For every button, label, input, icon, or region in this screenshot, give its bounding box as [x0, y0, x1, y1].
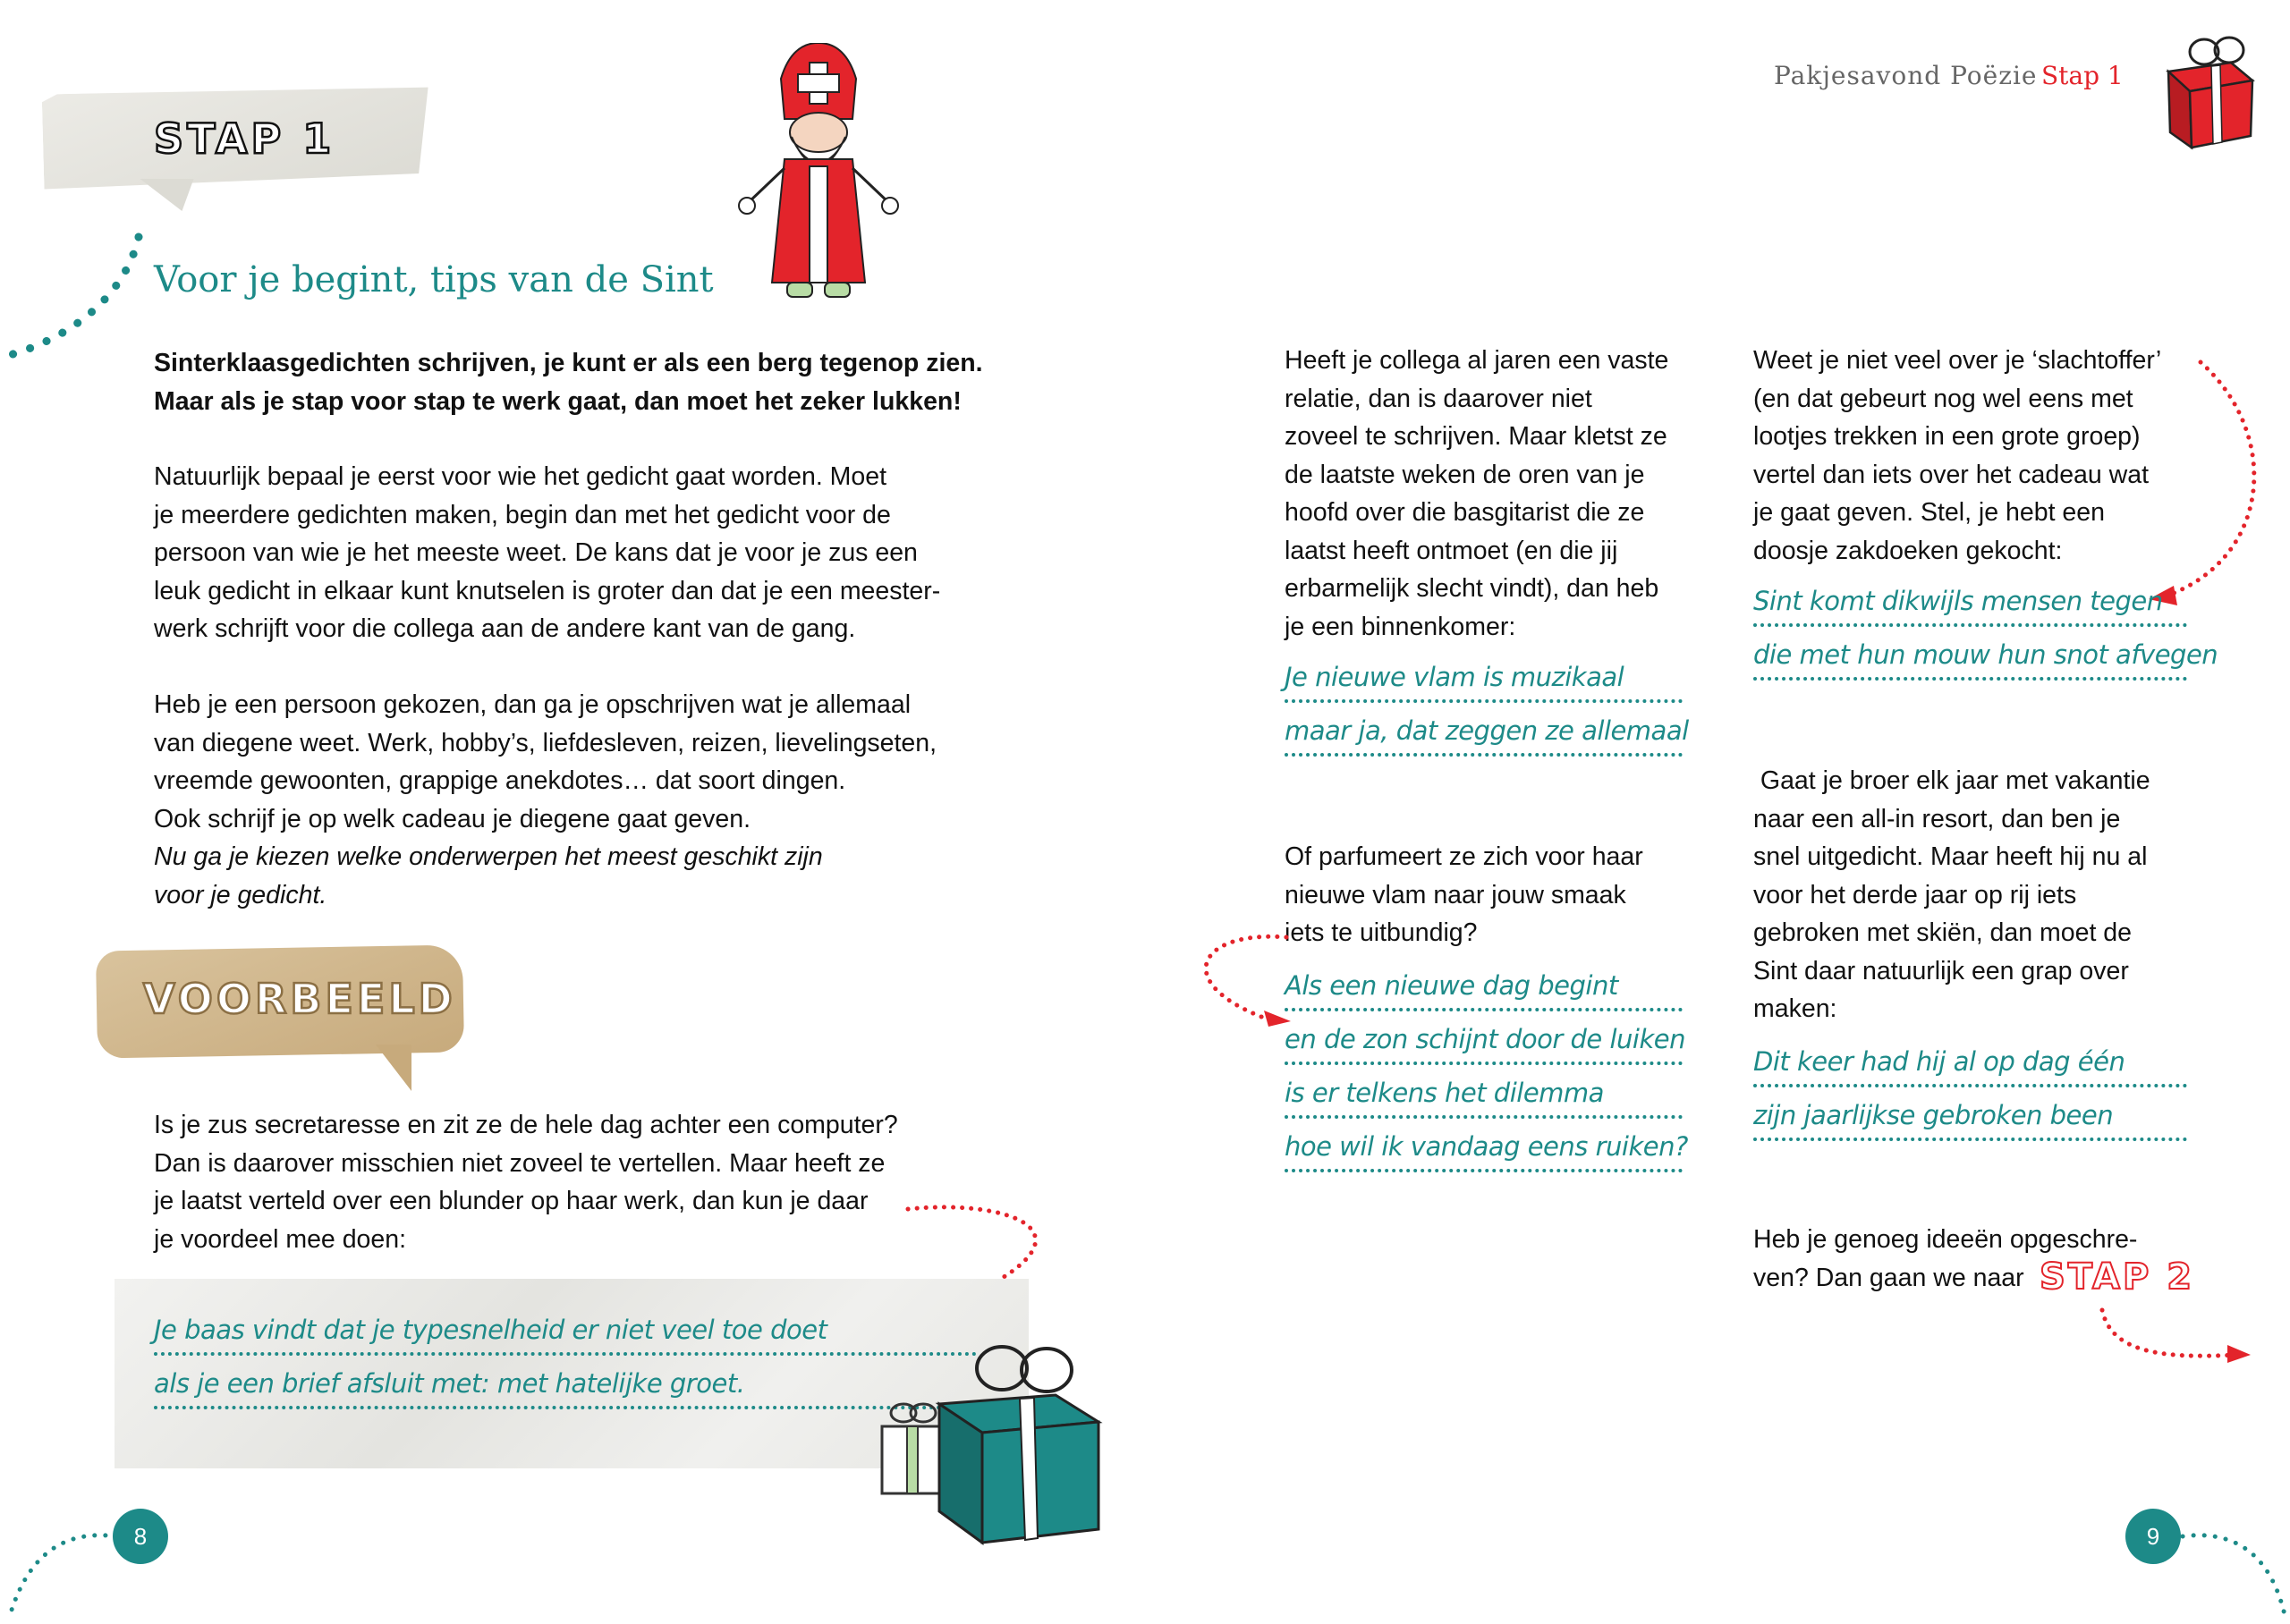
text-line: Of parfumeert ze zich voor haar [1285, 842, 1643, 871]
text-line: je laatst verteld over een blunder op haar werk, dan kun je daar [154, 1187, 869, 1215]
sinterklaas-illustration [738, 43, 899, 302]
text-line: Sint daar natuurlijk een grap over [1753, 956, 2129, 985]
step-tag-tail [128, 179, 193, 211]
text-line: je meerdere gedichten maken, begin dan met het gedicht voor de [154, 500, 891, 529]
text-line: je een binnenkomer: [1285, 612, 1516, 641]
verse-line: Je baas vindt dat je typesnelheid er niet veel toe doet [154, 1315, 977, 1356]
dotted-arc-decoration [0, 1520, 125, 1624]
text-line: Heb je een persoon gekozen, dan ga je opschrijven wat je allemaal [154, 690, 912, 719]
text-line: Heb je genoeg ideeën opgeschre- [1753, 1225, 2138, 1254]
text-line-italic: voor je gedicht. [154, 880, 327, 909]
red-gift-icon [2161, 27, 2260, 152]
text-line: lootjes trekken in een grote groep) [1753, 422, 2141, 451]
column-2-paragraph-2 [1753, 762, 2201, 1028]
text-line: Gaat je broer elk jaar met vakantie [1753, 766, 2150, 795]
verse-line: Dit keer had hij al op dag één [1753, 1046, 2187, 1087]
text-line: iets te uitbundig? [1285, 918, 1478, 947]
text-line: doosje zakdoeken gekocht: [1753, 536, 2063, 565]
text-line: vertel dan iets over het cadeau wat [1753, 460, 2150, 489]
verse-line: Sint komt dikwijls mensen tegen [1753, 586, 2187, 627]
page-number: 9 [2125, 1509, 2181, 1564]
verse-block-col1-2 [1285, 970, 1688, 1172]
text-line: gebroken met skiën, dan moet de [1753, 918, 2133, 947]
verse-block-left [154, 1315, 977, 1409]
text-line: (en dat gebeurt nog wel eens met [1753, 384, 2133, 413]
red-dotted-arrow [2093, 1306, 2254, 1377]
text-line-italic: Nu ga je kiezen welke onderwerpen het meest geschikt zijn [154, 842, 823, 871]
text-line: erbarmelijk slecht vindt), dan heb [1285, 574, 1659, 603]
text-line: Heeft je collega al jaren een vaste [1285, 346, 1669, 375]
header-title: Pakjesavond Poëzie [1774, 61, 2038, 90]
text-line: Natuurlijk bepaal je eerst voor wie het gedicht gaat worden. Moet [154, 462, 887, 491]
verse-line: hoe wil ik vandaag eens ruiken? [1285, 1131, 1683, 1172]
text-line: je voordeel mee doen: [154, 1224, 407, 1254]
verse-line: zijn jaarlijkse gebroken been [1753, 1100, 2187, 1141]
verse-line: Je nieuwe vlam is muzikaal [1285, 662, 1683, 703]
red-dotted-arrow [1179, 921, 1295, 1028]
verse-block-col1-1 [1285, 662, 1689, 757]
column-1-paragraph-2 [1285, 838, 1714, 952]
verse-block-col2-1 [1753, 586, 2218, 681]
example-tag-label: VOORBEELD [143, 975, 456, 1023]
intro-line: Maar als je stap voor stap te werk gaat, dan moet het zeker lukken! [154, 386, 962, 416]
verse-line: die met hun mouw hun snot afvegen [1753, 639, 2187, 681]
text-line: snel uitgedicht. Maar heeft hij nu al [1753, 842, 2148, 871]
dotted-arc-decoration [0, 224, 152, 367]
text-line: de laatste weken de oren van je [1285, 460, 1645, 489]
intro-line: Sinterklaasgedichten schrijven, je kunt er als een berg tegenop zien. [154, 349, 983, 377]
verse-line: Als een nieuwe dag begint [1285, 970, 1683, 1011]
text-line: voor het derde jaar op rij iets [1753, 880, 2077, 909]
running-header [1774, 61, 2124, 90]
example-tag-tail [376, 1045, 411, 1091]
text-line: persoon van wie je het meeste weet. De kans dat je voor je zus een [154, 538, 918, 567]
example-paragraph [154, 1106, 1004, 1258]
verse-line: en de zon schijnt door de luiken [1285, 1024, 1683, 1065]
text-line: Ook schrijf je op welk cadeau je diegene gaat geven. [154, 804, 751, 833]
text-line: hoofd over die basgitarist die ze [1285, 498, 1645, 527]
text-line: Is je zus secretaresse en zit ze de hele dag achter een computer? [154, 1111, 898, 1139]
text-line: vreemde gewoonten, grappige anekdotes… dat soort dingen. [154, 766, 846, 795]
verse-line: maar ja, dat zeggen ze allemaal [1285, 715, 1683, 757]
verse-block-col2-2 [1753, 1046, 2187, 1141]
text-line: nieuwe vlam naar jouw smaak [1285, 880, 1626, 909]
page-number: 8 [113, 1509, 168, 1564]
header-step: Stap 1 [2040, 61, 2124, 90]
text-line: maken: [1753, 994, 1837, 1023]
section-title: Voor je begint, tips van de Sint [154, 259, 714, 300]
text-line: relatie, dan is daarover niet [1285, 384, 1592, 413]
red-dotted-arrow [2147, 353, 2263, 613]
next-step-link[interactable]: STAP 2 [2040, 1256, 2195, 1298]
gift-boxes-illustration [877, 1324, 1109, 1547]
column-2-paragraph-1 [1753, 342, 2201, 570]
text-line: van diegene weet. Werk, hobby’s, liefdesleven, reizen, lievelingseten, [154, 728, 937, 757]
intro-paragraph [154, 344, 1004, 420]
text-line: laatst heeft ontmoet (en die jij [1285, 536, 1618, 565]
text-line: Weet je niet veel over je ‘slachtoffer’ [1753, 346, 2162, 375]
step-tag-label: STAP 1 [154, 114, 335, 163]
verse-line: is er telkens het dilemma [1285, 1078, 1683, 1119]
dotted-arc-decoration [2174, 1520, 2290, 1624]
verse-line: als je een brief afsluit met: met hatelijke groet. [154, 1368, 977, 1409]
text-line: zoveel te schrijven. Maar kletst ze [1285, 422, 1667, 451]
paragraph-1 [154, 458, 1004, 648]
text-line: ven? Dan gaan we naar [1753, 1263, 2024, 1292]
text-line: naar een all-in resort, dan ben je [1753, 804, 2121, 833]
text-line: werk schrijft voor die collega aan de andere kant van de gang. [154, 614, 856, 643]
text-line: leuk gedicht in elkaar kunt knutselen is groter dan dat je een meester- [154, 576, 941, 605]
text-line: Dan is daarover misschien niet zoveel te vertellen. Maar heeft ze [154, 1148, 886, 1178]
paragraph-2 [154, 686, 1004, 914]
text-line: je gaat geven. Stel, je hebt een [1753, 498, 2105, 527]
column-1-paragraph-1 [1285, 342, 1714, 646]
